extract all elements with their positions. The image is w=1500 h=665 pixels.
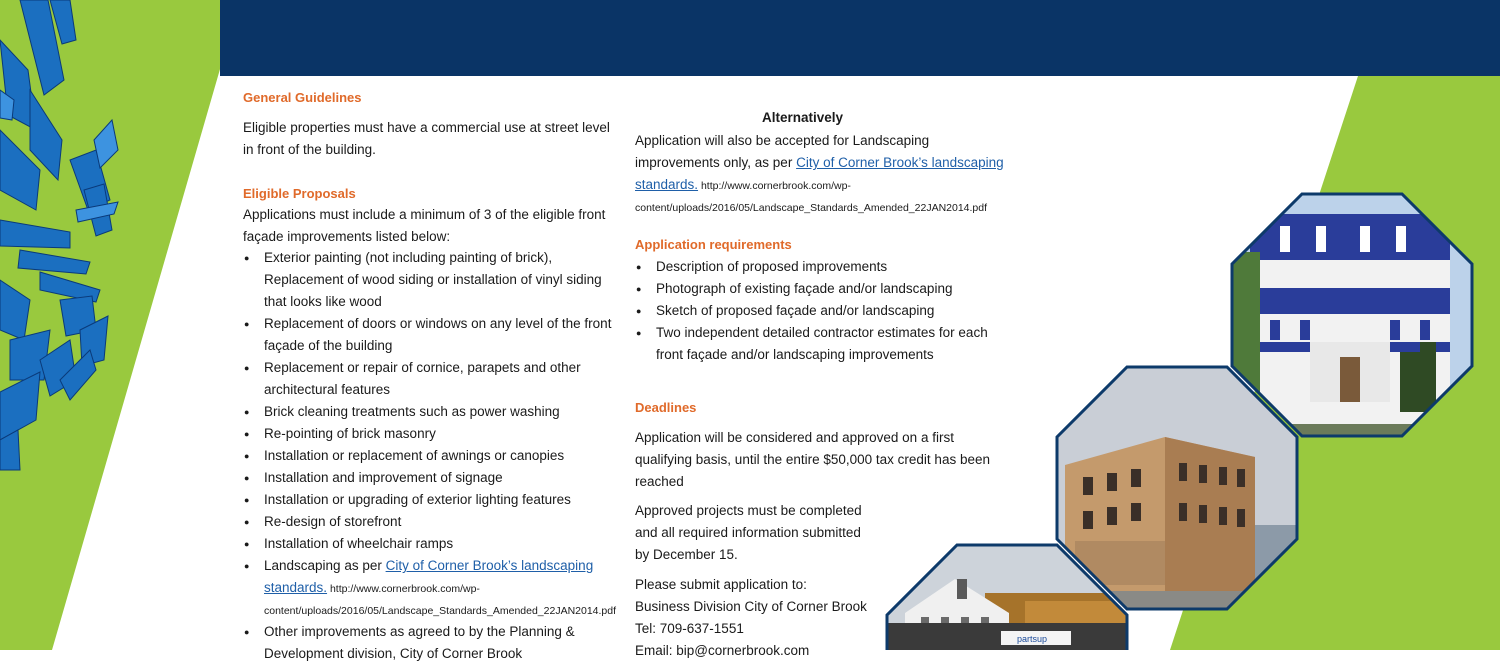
header-bar bbox=[220, 0, 1500, 76]
left-green-wedge bbox=[0, 0, 240, 650]
eligible-proposals-heading: Eligible Proposals bbox=[243, 186, 356, 201]
alternatively-heading: Alternatively bbox=[761, 110, 844, 125]
list-item: ● Installation or upgrading of exterior lighting features bbox=[243, 489, 621, 511]
list-item: ● Replacement of doors or windows on any level of the front façade of the building bbox=[243, 313, 621, 357]
list-item: ● Brick cleaning treatments such as power washing bbox=[243, 401, 621, 423]
landscaping-url-text: http://www.cornerbrook.com/wp-content/uploads/2016/05/Landscape_Standards_Amended_22JAN2014.pdf bbox=[264, 583, 617, 617]
list-item: ● Other improvements as agreed to by the Planning & Development division, City of Corner Brook bbox=[243, 621, 621, 665]
list-item: ● Installation or replacement of awnings or canopies bbox=[243, 445, 621, 467]
general-guidelines-text: Eligible properties must have a commercial use at street level in front of the building. bbox=[243, 120, 610, 157]
deadlines-heading: Deadlines bbox=[635, 400, 697, 415]
submit-line: Business Division City of Corner Brook bbox=[635, 599, 867, 614]
list-item: ● Sketch of proposed façade and/or landscaping bbox=[635, 300, 1015, 322]
alternatively-url-text: http://www.cornerbrook.com/wp-content/uploads/2016/05/Landscape_Standards_Amended_22JAN2014.pdf bbox=[635, 180, 988, 214]
list-item: ● Re-design of storefront bbox=[243, 511, 621, 533]
phone-number: Tel: 709-637-1551 bbox=[635, 621, 744, 636]
list-item: ● Replacement or repair of cornice, parapets and other architectural features bbox=[243, 357, 621, 401]
eligible-proposals-intro: Applications must include a minimum of 3 of the eligible front façade improvements listed below: bbox=[243, 207, 606, 244]
storefront-sign-text: partsup bbox=[1017, 634, 1048, 644]
alternatively-text-prefix: Application will also be accepted for Landscaping improvements only, as per bbox=[635, 133, 930, 170]
list-item: ● Two independent detailed contractor estimates for each front façade and/or landscaping improvements bbox=[635, 322, 1015, 366]
list-item: ● Installation of wheelchair ramps bbox=[243, 533, 621, 555]
application-requirements-list bbox=[635, 256, 1015, 366]
deadlines-paragraph-2: Approved projects must be completed and all required information submitted by December 15. bbox=[635, 503, 862, 562]
eligible-proposals-list bbox=[243, 247, 621, 665]
alternatively-text bbox=[635, 130, 1015, 218]
deadlines-paragraph-1: Application will be considered and approved on a first qualifying basis, until the entire $50,000 tax credit has been reached bbox=[635, 430, 990, 489]
landscaping-standards-link[interactable]: City of Corner Brook’s landscaping standards. bbox=[264, 558, 594, 595]
application-requirements-heading: Application requirements bbox=[635, 237, 792, 252]
list-item: ● Exterior painting (not including painting of brick), Replacement of wood siding or installation of vinyl siding that looks like wood bbox=[243, 247, 621, 313]
list-item: ● Photograph of existing façade and/or landscaping bbox=[635, 278, 1015, 300]
building-photo-storefront bbox=[885, 543, 1129, 650]
submit-contact-block bbox=[635, 574, 895, 662]
alternatively-landscaping-link[interactable]: City of Corner Brook’s landscaping standards. bbox=[635, 155, 1004, 192]
email-address: Email: bip@cornerbrook.com bbox=[635, 643, 810, 658]
list-item: ● Installation and improvement of signage bbox=[243, 467, 621, 489]
general-guidelines-heading: General Guidelines bbox=[243, 90, 362, 105]
list-item-landscaping bbox=[243, 555, 621, 621]
list-item: ● Description of proposed improvements bbox=[635, 256, 1015, 278]
list-item: ● Re-pointing of brick masonry bbox=[243, 423, 621, 445]
landscaping-prefix: Landscaping as per bbox=[264, 558, 386, 573]
submit-line: Please submit application to: bbox=[635, 577, 807, 592]
